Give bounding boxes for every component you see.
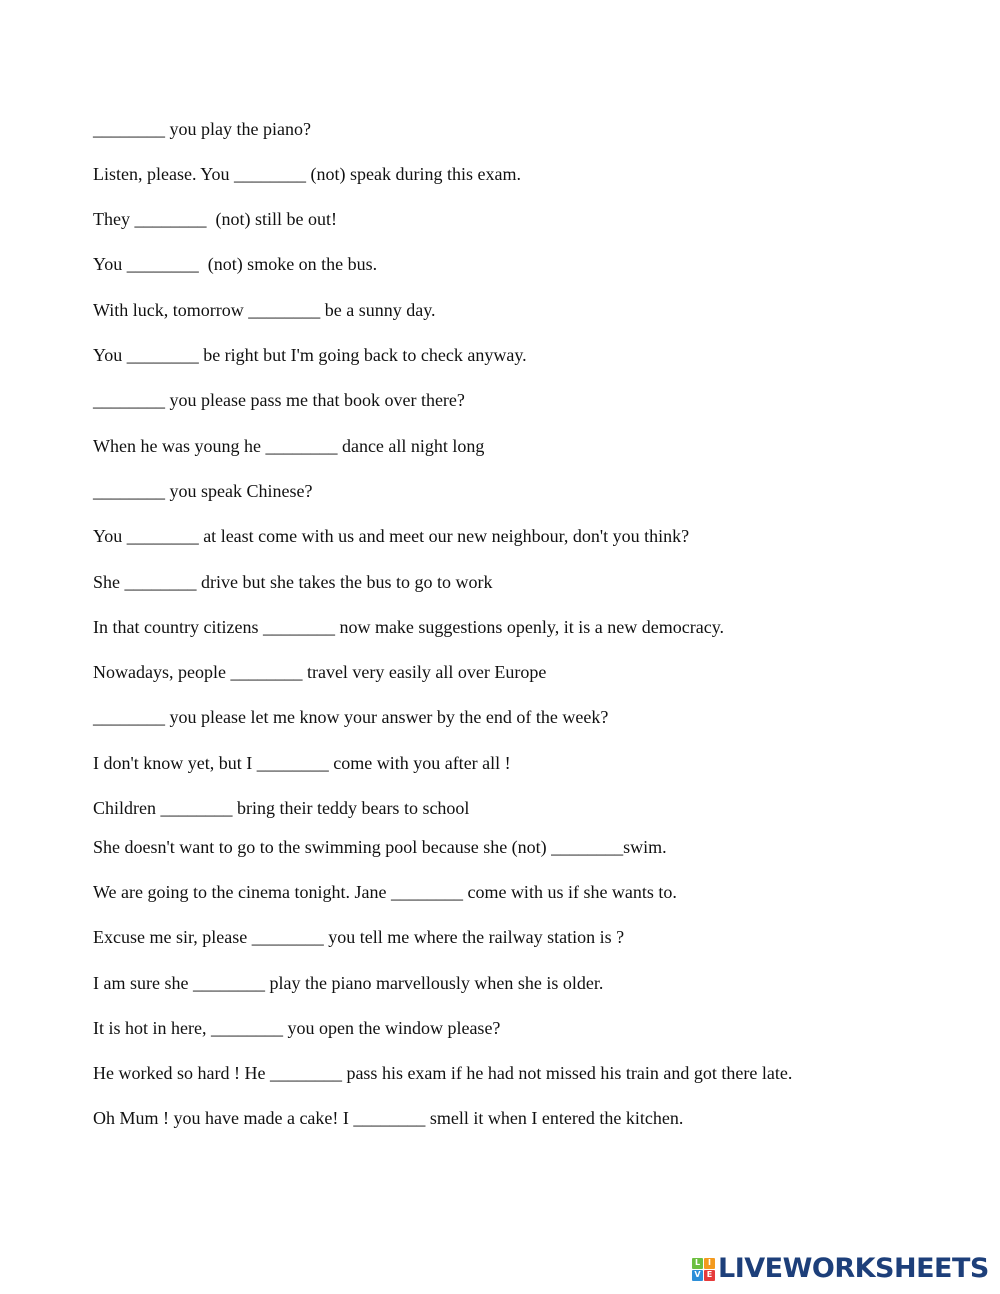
logo-text: LIVEWORKSHEETS [718,1253,989,1284]
exercise-sentence: Excuse me sir, please ________ you tell me where the railway station is ? [93,927,625,947]
logo-letter-l: L [692,1258,703,1269]
logo-letter-e: E [704,1270,715,1281]
exercise-sentence: When he was young he ________ dance all night long [93,436,485,456]
liveworksheets-logo [692,1254,989,1284]
exercise-sentence: She doesn't want to go to the swimming pool because she (not) ________swim. [93,837,667,857]
exercise-sentence: Listen, please. You ________ (not) speak during this exam. [93,164,521,184]
exercise-sentence: ________ you play the piano? [93,119,311,139]
logo-letter-i: I [704,1258,715,1269]
exercise-sentence: He worked so hard ! He ________ pass his exam if he had not missed his train and got there late. [93,1063,793,1083]
exercise-sentence: They ________ (not) still be out! [93,209,337,229]
logo-letter-v: V [692,1270,703,1281]
exercise-sentence: We are going to the cinema tonight. Jane ________ come with us if she wants to. [93,882,677,902]
exercise-sentence: ________ you please let me know your answer by the end of the week? [93,707,609,727]
exercise-sentence: You ________ (not) smoke on the bus. [93,254,378,274]
exercise-sentence: Children ________ bring their teddy bears to school [93,798,470,818]
exercise-sentence: With luck, tomorrow ________ be a sunny day. [93,300,436,320]
exercise-sentence: ________ you speak Chinese? [93,481,313,501]
live-grid-icon [692,1258,715,1281]
exercise-sentence: You ________ be right but I'm going back to check anyway. [93,345,527,365]
exercise-sentence: You ________ at least come with us and meet our new neighbour, don't you think? [93,526,690,546]
exercise-sentence: In that country citizens ________ now make suggestions openly, it is a new democracy. [93,617,725,637]
exercise-sentence: It is hot in here, ________ you open the window please? [93,1018,501,1038]
exercise-sentence: Nowadays, people ________ travel very easily all over Europe [93,662,547,682]
exercise-sentence: I don't know yet, but I ________ come with you after all ! [93,753,511,773]
exercise-sentence: ________ you please pass me that book over there? [93,390,465,410]
exercise-sentence: She ________ drive but she takes the bus to go to work [93,572,493,592]
exercise-sentence: Oh Mum ! you have made a cake! I ________ smell it when I entered the kitchen. [93,1108,684,1128]
exercise-sentence: I am sure she ________ play the piano marvellously when she is older. [93,973,604,993]
